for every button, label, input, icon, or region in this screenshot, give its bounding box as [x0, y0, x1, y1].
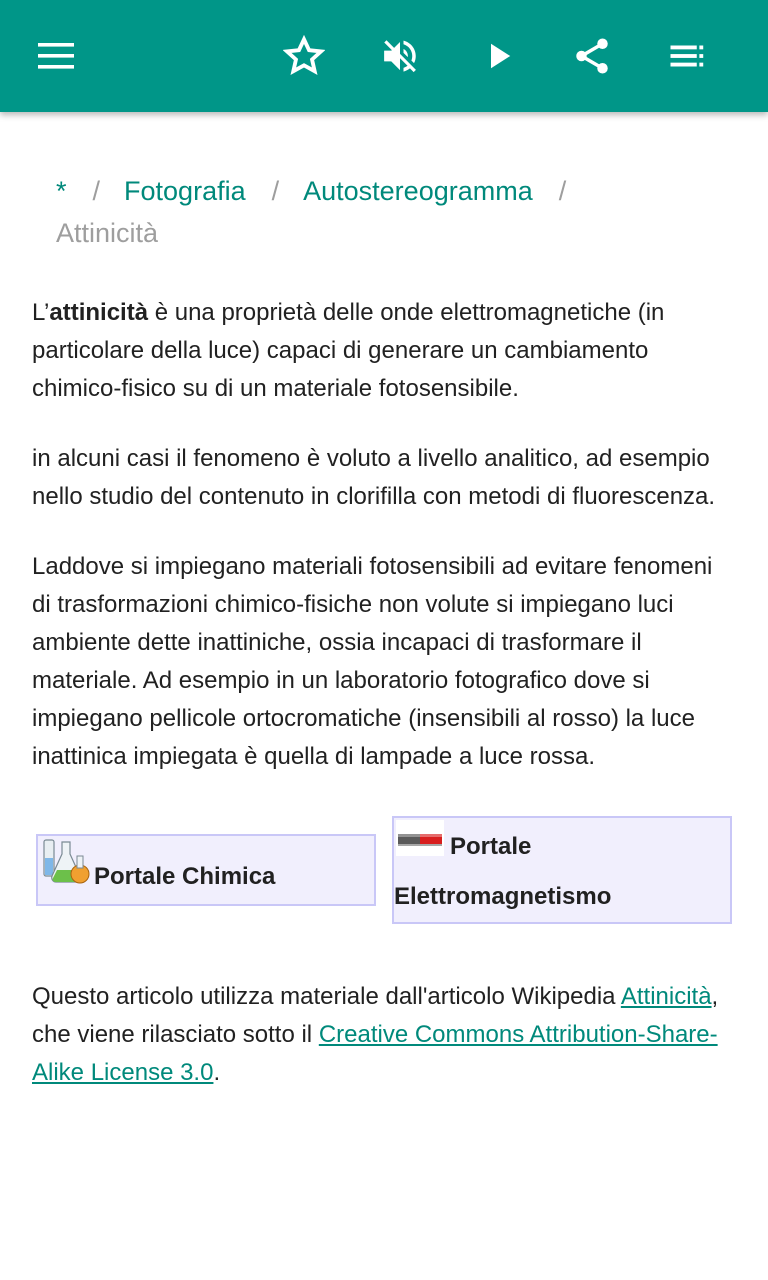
breadcrumb — [32, 170, 736, 254]
playlist-button[interactable] — [658, 26, 718, 86]
wikipedia-article-link[interactable]: Attinicità — [620, 983, 712, 1010]
breadcrumb-separator: / — [92, 176, 101, 206]
attribution-text-3: . — [213, 1059, 221, 1086]
portals-section — [32, 816, 736, 936]
breadcrumb-separator: / — [271, 176, 280, 206]
portal-chimica-label: Portale Chimica — [94, 863, 276, 890]
article-paragraph-1 — [32, 294, 736, 408]
breadcrumb-current-page: Attinicità — [56, 218, 159, 248]
p1-rest: è una proprietà delle onde elettromagnetiche (in particolare della luce) capaci di generare un cambiamento chimico-fisico su di un materiale fotosensibile. — [32, 299, 665, 402]
article-content — [32, 170, 736, 1116]
share-icon — [571, 35, 613, 77]
portal-elettromagnetismo-label-line1: Portale — [450, 833, 532, 860]
p1-prefix: L’ — [32, 299, 50, 326]
p1-bold-term: attinicità — [49, 299, 149, 326]
app-toolbar — [0, 0, 768, 112]
portal-elettromagnetismo-link[interactable] — [392, 816, 732, 924]
star-outline-icon — [283, 35, 325, 77]
article-paragraph-2: in alcuni casi il fenomeno è voluto a livello analitico, ad esempio nello studio del contenuto in clorifilla con metodi di fluorescenza. — [32, 445, 716, 510]
breadcrumb-separator: / — [558, 176, 567, 206]
attribution-text-2: , che viene rilasciato sotto il — [32, 983, 719, 1048]
share-button[interactable] — [562, 26, 622, 86]
breadcrumb-home-link[interactable]: * — [56, 176, 67, 206]
breadcrumb-autostereogramma-link[interactable]: Autostereogramma — [303, 176, 533, 206]
play-button[interactable] — [468, 26, 528, 86]
chemistry-flasks-icon — [38, 836, 90, 888]
hamburger-menu-icon — [36, 41, 76, 71]
favorite-button[interactable] — [274, 26, 334, 86]
attribution-text-1: Questo articolo utilizza materiale dall'articolo Wikipedia — [32, 983, 621, 1010]
menu-button[interactable] — [26, 26, 86, 86]
article-paragraph-3: Laddove si impiegano materiali fotosensibili ad evitare fenomeni di trasformazioni chimico-fisiche non volute si impiegano luci ambiente dette inattiniche, ossia incapaci di trasformare il materiale. Ad esempio in un laboratorio fotografico dove si impiegano pellicole ortocromatiche (insensibili al rosso) la luce inattinica impiegata è quella di lampade a luce rossa. — [32, 553, 713, 770]
volume-off-icon — [379, 35, 421, 77]
breadcrumb-fotografia-link[interactable]: Fotografia — [124, 176, 246, 206]
attribution-notice — [32, 978, 736, 1092]
mute-button[interactable] — [370, 26, 430, 86]
magnet-bar-icon — [396, 820, 444, 856]
playlist-icon — [667, 35, 709, 77]
portal-elettromagnetismo-label-line2: Elettromagnetismo — [394, 883, 612, 910]
play-icon — [477, 35, 519, 77]
license-link[interactable]: Creative Commons Attribution-Share-Alike License 3.0 — [32, 1021, 718, 1086]
portal-chimica-link[interactable] — [36, 834, 376, 906]
